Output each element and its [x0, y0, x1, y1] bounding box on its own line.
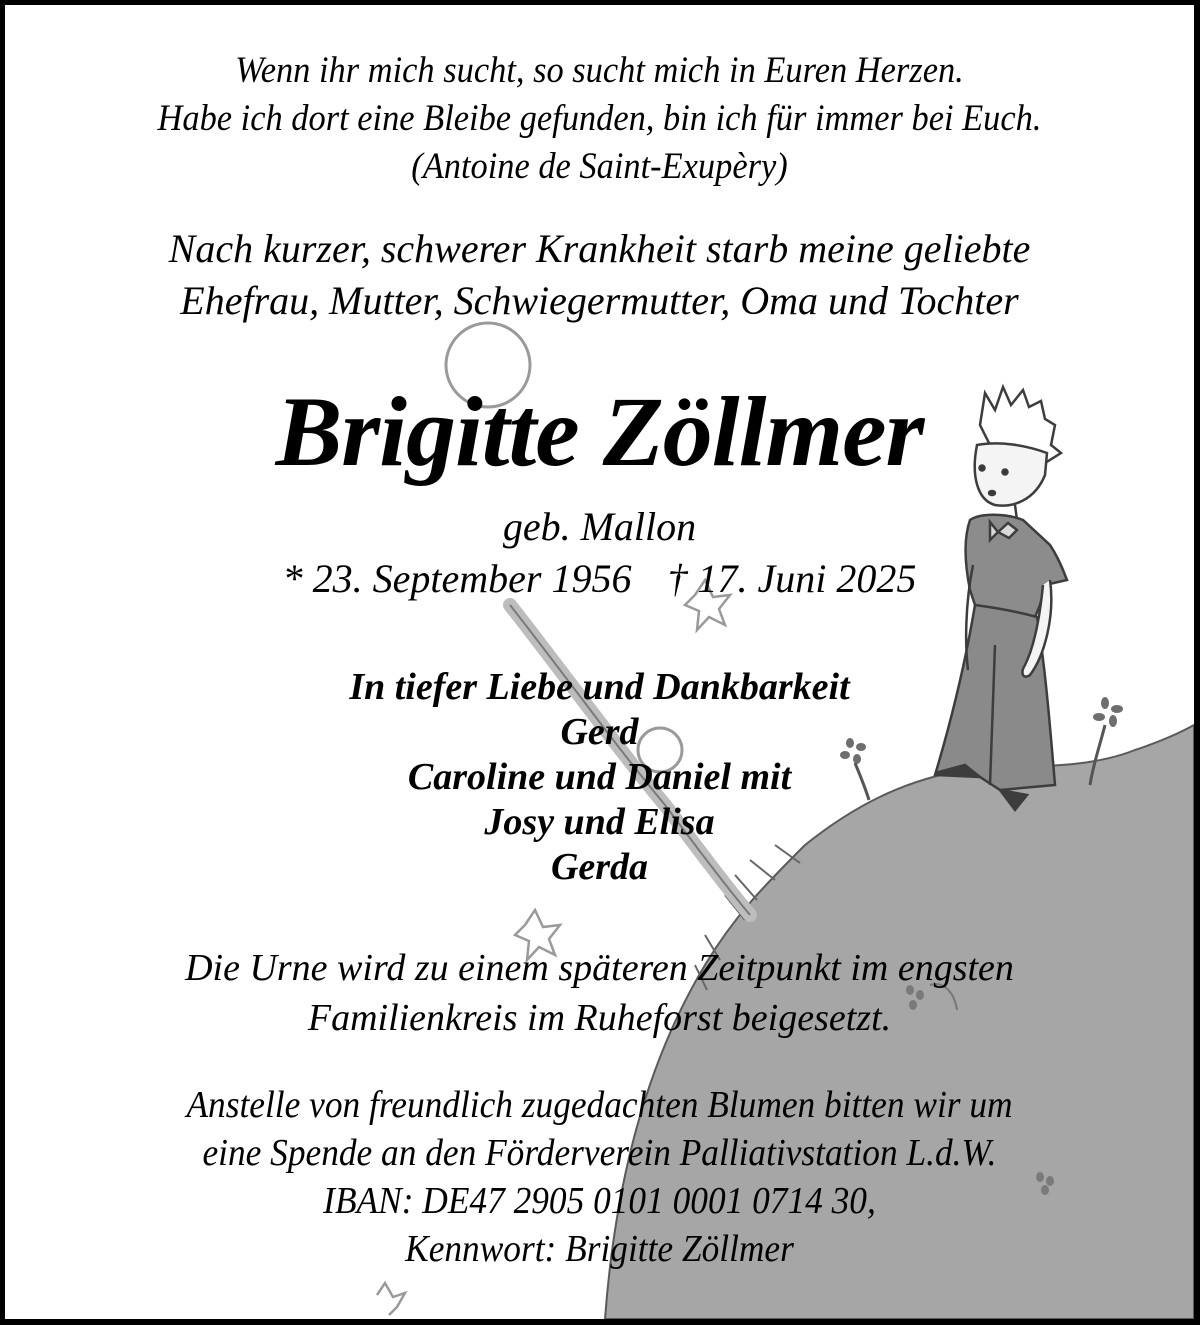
epigraph-quote: [47, 47, 1153, 191]
quote-line: Wenn ihr mich sucht, so sucht mich in Euren Herzen.: [235, 50, 964, 91]
donation-line: Anstelle von freundlich zugedachten Blumen bitten wir um: [186, 1084, 1013, 1126]
deceased-name: Brigitte Zöllmer: [275, 376, 924, 487]
intro-text: [5, 223, 1194, 327]
intro-line: Ehefrau, Mutter, Schwiegermutter, Oma und Tochter: [180, 278, 1019, 323]
burial-line: Die Urne wird zu einem späteren Zeitpunkt im engsten: [185, 947, 1014, 989]
maiden-name: geb. Mallon: [502, 504, 697, 549]
donation-line: eine Spende an den Förderverein Palliativstation L.d.W.: [202, 1132, 997, 1174]
iban: IBAN: DE47 2905 0101 0001 0714 30,: [323, 1180, 876, 1222]
mourner-name: Josy und Elisa: [484, 801, 715, 843]
death-date: † 17. Juni 2025: [667, 556, 917, 601]
burial-notice: [5, 943, 1194, 1043]
mourner-name: Gerd: [560, 711, 639, 753]
birth-date: * 23. September 1956: [282, 556, 632, 601]
quote-attribution: (Antoine de Saint-Exupèry): [411, 146, 788, 187]
obituary-notice: [5, 5, 1194, 1319]
donation-keyword: Kennwort: Brigitte Zöllmer: [405, 1228, 794, 1270]
mourners-heading: In tiefer Liebe und Dankbarkeit: [349, 666, 850, 708]
intro-line: Nach kurzer, schwerer Krankheit starb meine geliebte: [168, 226, 1031, 271]
star-icon: [377, 1283, 405, 1315]
donation-request: [47, 1081, 1153, 1273]
life-dates: [5, 555, 1194, 603]
quote-line: Habe ich dort eine Bleibe gefunden, bin ich für immer bei Euch.: [157, 98, 1042, 139]
mourner-name: Gerda: [550, 846, 649, 888]
mourner-name: Caroline und Daniel mit: [407, 756, 792, 798]
mourners-list: [5, 665, 1194, 890]
burial-line: Familienkreis im Ruheforst beigesetzt.: [307, 997, 892, 1039]
